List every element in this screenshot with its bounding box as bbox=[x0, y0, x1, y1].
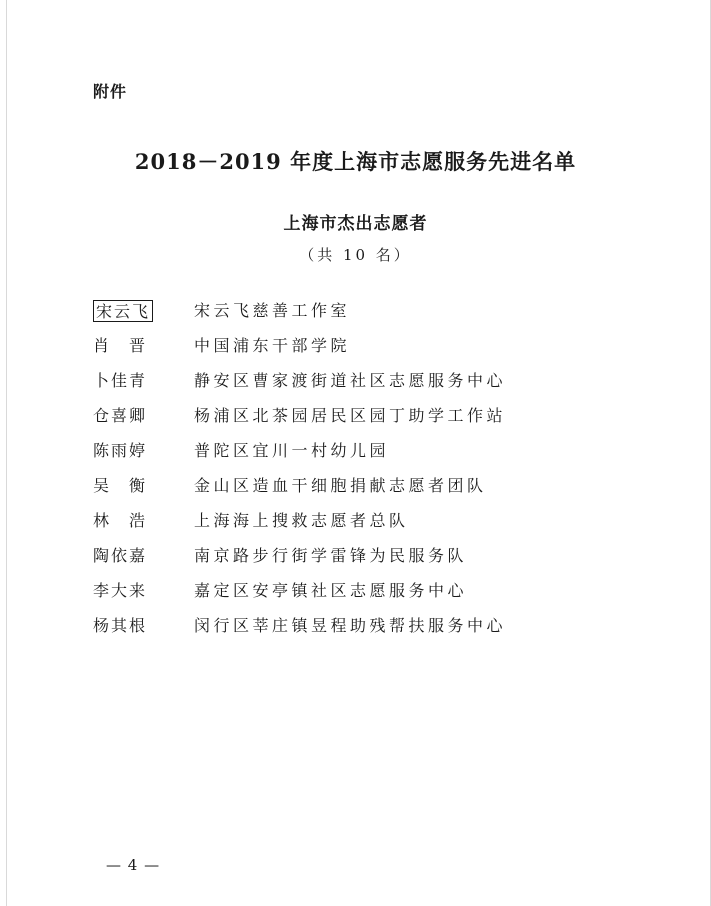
volunteer-name: 仓喜卿 bbox=[93, 406, 148, 425]
attachment-label: 附件 bbox=[93, 82, 128, 101]
page-edge-left bbox=[6, 0, 7, 906]
volunteer-organization: 闵行区莘庄镇昱程助残帮扶服务中心 bbox=[194, 616, 507, 635]
section-subtitle: 上海市杰出志愿者 bbox=[283, 214, 428, 234]
volunteer-name: 陶依嘉 bbox=[93, 546, 148, 565]
volunteer-name: 肖 晋 bbox=[93, 336, 148, 355]
volunteer-organization: 静安区曹家渡街道社区志愿服务中心 bbox=[194, 371, 507, 390]
list-item bbox=[93, 611, 653, 646]
list-item bbox=[93, 366, 653, 401]
volunteer-name: 杨其根 bbox=[93, 616, 148, 635]
list-item bbox=[93, 401, 653, 436]
document-title: 2018－2019 年度上海市志愿服务先进名单 bbox=[134, 149, 577, 174]
page-number: — 4 — bbox=[106, 856, 161, 874]
volunteer-organization: 普陀区宜川一村幼儿园 bbox=[194, 441, 390, 460]
volunteer-organization: 嘉定区安亭镇社区志愿服务中心 bbox=[194, 581, 468, 600]
volunteer-organization: 杨浦区北茶园居民区园丁助学工作站 bbox=[194, 406, 507, 425]
volunteer-organization: 金山区造血干细胞捐献志愿者团队 bbox=[194, 476, 487, 495]
volunteer-organization: 上海海上搜救志愿者总队 bbox=[194, 511, 409, 530]
volunteer-name: 陈雨婷 bbox=[93, 441, 148, 460]
list-item bbox=[93, 331, 653, 366]
volunteer-name: 李大来 bbox=[93, 581, 148, 600]
list-item bbox=[93, 436, 653, 471]
volunteer-organization: 南京路步行街学雷锋为民服务队 bbox=[194, 546, 468, 565]
volunteer-name: 林 浩 bbox=[93, 511, 148, 530]
volunteer-organization: 宋云飞慈善工作室 bbox=[194, 301, 351, 320]
list-item bbox=[93, 471, 653, 506]
list-item bbox=[93, 296, 653, 331]
volunteer-name: 吴 衡 bbox=[93, 476, 148, 495]
count-note: （共 10 名） bbox=[299, 246, 412, 264]
volunteer-name[interactable]: 宋云飞 bbox=[93, 300, 153, 322]
list-item bbox=[93, 541, 653, 576]
volunteer-name: 卜佳青 bbox=[93, 371, 148, 390]
list-item bbox=[93, 506, 653, 541]
volunteer-organization: 中国浦东干部学院 bbox=[194, 336, 351, 355]
volunteer-list bbox=[93, 296, 653, 646]
list-item bbox=[93, 576, 653, 611]
